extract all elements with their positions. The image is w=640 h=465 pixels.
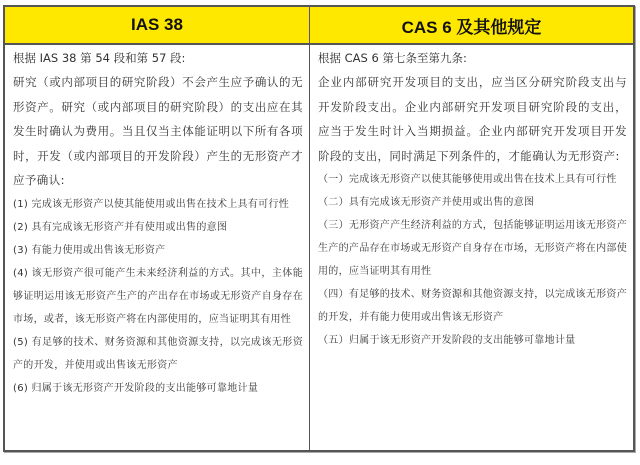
list-item: (5) 有足够的技术、财务资源和其他资源支持，以完成该无形资产的开发，并使用或出售该无形资产 (13, 336, 303, 371)
list-item: （四）有足够的技术、财务资源和其他资源支持，以完成该无形资产的开发，并有能力使用或出售该无形资产 (318, 289, 627, 323)
cas6-criteria-list (318, 168, 627, 352)
cas6-intro: 根据 CAS 6 第七条至第九条: (318, 51, 467, 65)
list-item: (4) 该无形资产很可能产生未来经济利益的方式。其中，主体能够证明运用该无形资产生产的产出存在市场或无形资产自身存在市场，或者，该无形资产将在内部使用的，应当证明其有用性 (13, 267, 303, 325)
cas6-paragraph: 企业内部研究开发项目的支出，应当区分研究阶段支出与开发阶段支出。企业内部研究开发项目研究阶段的支出，应当于发生时计入当期损益。企业内部研究开发项目开发阶段的支出，同时满足下列条件的，才能确认为无形资产: (318, 75, 627, 163)
comparison-table (3, 5, 635, 452)
list-item: （二）具有完成该无形资产并使用或出售的意图 (318, 197, 535, 208)
ias38-intro: 根据 IAS 38 第 54 段和第 57 段: (13, 51, 186, 65)
header-cas6: CAS 6 及其他规定 (401, 17, 542, 37)
list-item: （三）无形资产产生经济利益的方式，包括能够证明运用该无形资产生产的产品存在市场或无形资产自身存在市场，无形资产将在内部使用的，应当证明其有用性 (318, 220, 627, 277)
table-header-row (5, 7, 633, 45)
ias38-paragraph: 研究（或内部项目的研究阶段）不会产生应予确认的无形资产。研究（或内部项目的研究阶段）的支出应在其发生时确认为费用。当且仅当主体能证明以下所有各项时，开发（或内部项目的开发阶段）产生的无形资产才应予确认: (13, 75, 303, 187)
header-ias38: IAS 38 (5, 7, 310, 43)
list-item: (2) 具有完成该无形资产并有使用或出售的意图 (13, 221, 228, 233)
cas6-column (310, 45, 633, 450)
ias38-column (5, 45, 310, 450)
list-item: (1) 完成该无形资产以使其能使用或出售在技术上具有可行性 (13, 198, 290, 210)
table-body-row (5, 45, 633, 450)
ias38-criteria-list (13, 193, 303, 400)
list-item: （一）完成该无形资产以使其能够使用或出售在技术上具有可行性 (318, 174, 617, 185)
list-item: （五）归属于该无形资产开发阶段的支出能够可靠地计量 (318, 335, 576, 346)
list-item: (3) 有能力使用或出售该无形资产 (13, 244, 166, 256)
list-item: (6) 归属于该无形资产开发阶段的支出能够可靠地计量 (13, 382, 259, 394)
